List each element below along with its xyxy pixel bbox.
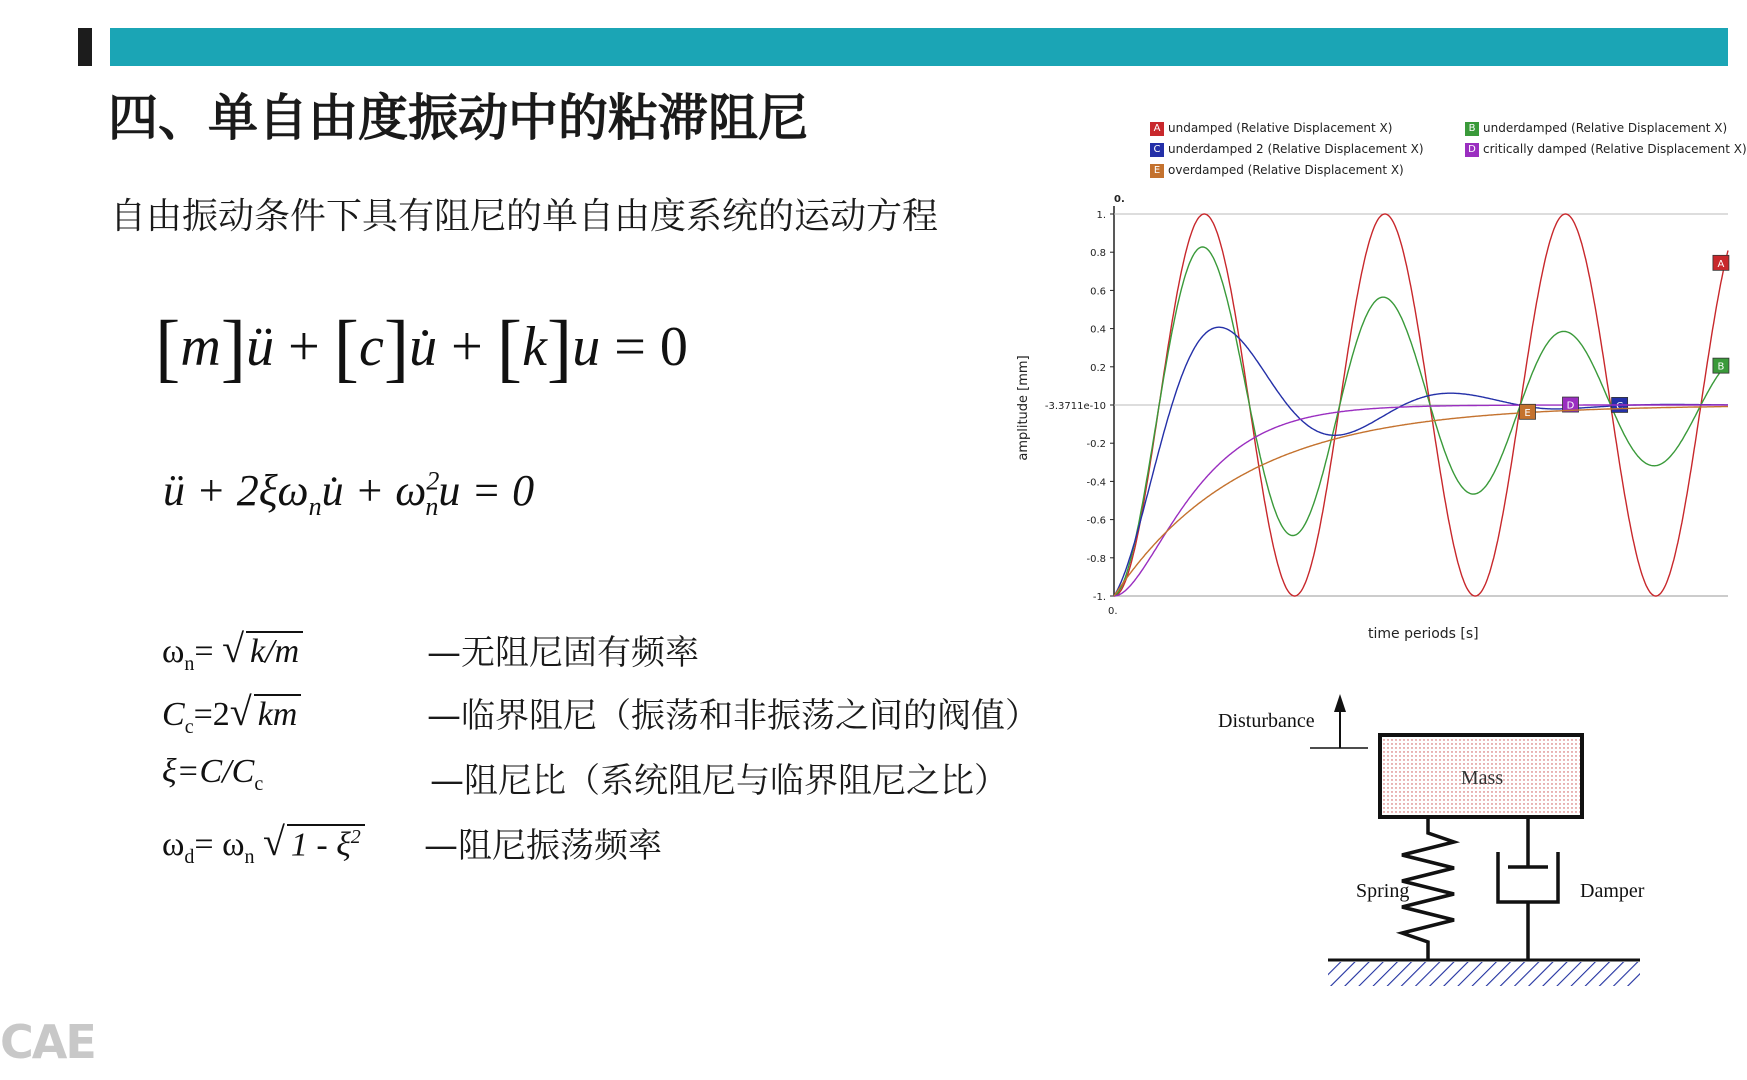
- legend-item-D: D critically damped (Relative Displacement X): [1465, 142, 1747, 157]
- y-tick-label: 0.8: [1090, 248, 1106, 260]
- definition-critical-damping: $C_c=2√$ km —临界阻尼（振荡和非振荡之间的阀值）: [162, 689, 1039, 738]
- y-tick-label: -0.6: [1086, 515, 1106, 527]
- chart-plot: [1015, 108, 1728, 648]
- damper-label: Damper: [1580, 880, 1645, 902]
- normalized-equation: ü + $2\xi\omega_nu̇ + \omega^2_nu = 0$: [163, 466, 535, 521]
- legend-item-A: A undamped (Relative Displacement X): [1150, 121, 1392, 136]
- definition-natural-frequency: $\omega_n=$ √ k/m —无阻尼固有频率: [162, 626, 699, 675]
- spring: [1402, 817, 1454, 960]
- y-tick-label: -3.3711e-10: [1044, 401, 1106, 412]
- legend-item-E: E overdamped (Relative Displacement X): [1150, 163, 1404, 178]
- y-tick-label: 1.: [1096, 210, 1106, 221]
- legend-item-B: B underdamped (Relative Displacement X): [1465, 121, 1727, 136]
- x-axis-label: time periods [s]: [1368, 626, 1479, 642]
- series-marker-label-A: A: [1717, 258, 1725, 270]
- y-tick-label: -0.2: [1086, 439, 1106, 451]
- y-tick-label: -1.: [1092, 592, 1106, 603]
- series-marker-label-E: E: [1524, 407, 1531, 419]
- mass-label: Mass: [1460, 767, 1504, 789]
- disturbance-label: Disturbance: [1218, 710, 1315, 732]
- y-tick-label: -0.4: [1086, 477, 1106, 489]
- page-title: 四、单自由度振动中的粘滞阻尼: [108, 89, 808, 147]
- damper: [1498, 817, 1558, 960]
- page-subtitle: 自由振动条件下具有阻尼的单自由度系统的运动方程: [110, 196, 939, 237]
- ground-hatch: [1328, 962, 1640, 986]
- series-line-D: [1114, 405, 1728, 596]
- y-tick-label: 0.4: [1090, 324, 1106, 336]
- definition-damping-ratio: $\xi=C/C_c$ —阻尼比（系统阻尼与临界阻尼之比）: [162, 753, 1008, 801]
- y-axis-label: amplitude [mm]: [1016, 355, 1031, 461]
- matrix-equation: [m]ü + [c]u̇ + [k]u = 0: [155, 306, 688, 390]
- definition-damped-frequency: $\omega_d= \omega_n$ √ $1 - \xi^2$ —阻尼振荡频率: [162, 819, 662, 868]
- response-chart: [1015, 108, 1747, 648]
- cae-logo: CAE: [0, 1015, 95, 1069]
- spring-label: Spring: [1356, 880, 1410, 902]
- series-marker-label-D: D: [1566, 400, 1575, 412]
- series-line-E: [1114, 407, 1728, 596]
- y-tick-label: -0.8: [1086, 553, 1106, 565]
- legend-item-C: C underdamped 2 (Relative Displacement X): [1150, 142, 1424, 157]
- disturbance-arrow: [1310, 694, 1368, 748]
- series-marker-label-B: B: [1717, 361, 1725, 373]
- y-tick-label: 0.6: [1090, 286, 1106, 298]
- header-bar: [110, 28, 1728, 66]
- series-line-C: [1114, 327, 1728, 596]
- header-mark: [78, 28, 92, 66]
- series-line-B: [1114, 247, 1728, 596]
- series-marker-label-C: C: [1616, 400, 1624, 412]
- x-tick-label: 0.: [1108, 606, 1118, 617]
- y-tick-label: 0.2: [1090, 362, 1106, 374]
- x-top-label: 0.: [1114, 194, 1125, 205]
- mass-spring-damper-diagram: [1218, 690, 1650, 1000]
